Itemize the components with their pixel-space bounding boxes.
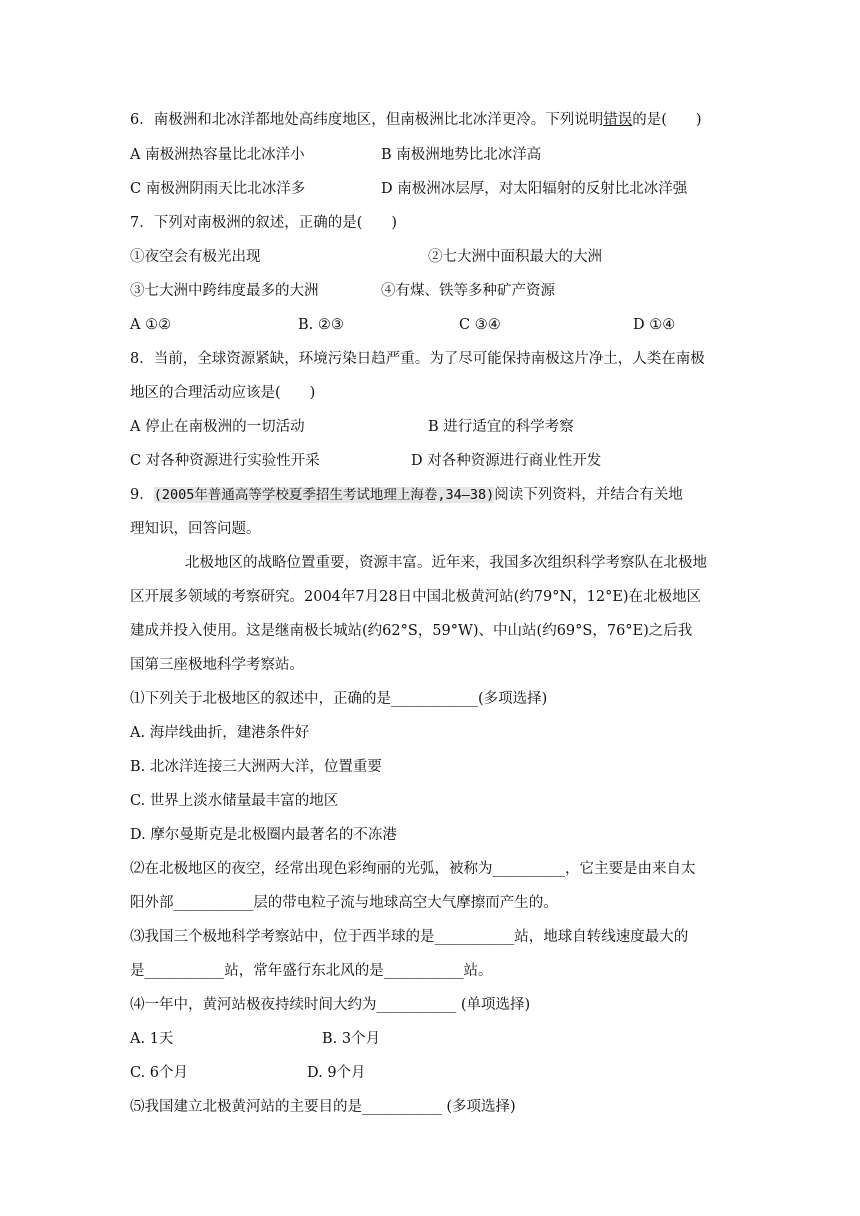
q9-stem-line1	[130, 485, 683, 505]
q9-part4-option-c: C. 6个月	[130, 1065, 189, 1081]
q8-stem-line2: 地区的合理活动应该是( )	[130, 385, 316, 401]
q6-option-a: A 南极洲热容量比北冰洋小	[130, 147, 305, 163]
q9-part3-line2: 是___________站，常年盛行东北风的是___________站。	[130, 963, 493, 979]
q9-part2-line1: ⑵在北极地区的夜空，经常出现色彩绚丽的光弧，被称为__________，它主要是由来自太	[130, 861, 696, 877]
q7-statement-2: ②七大洲中面积最大的大洲	[428, 249, 602, 265]
q7-stem: 7．下列对南极洲的叙述，正确的是( )	[130, 215, 398, 231]
q9-part4-option-b: B. 3个月	[322, 1031, 381, 1047]
q9-passage-line2: 区开展多领域的考察研究。2004年7月28日中国北极黄河站(约79°N，12°E)在北极地区	[130, 589, 702, 605]
q9-passage-line1: 北极地区的战略位置重要，资源丰富。近年来，我国多次组织科学考察队在北极地	[185, 555, 707, 571]
q6-option-d: D 南极洲冰层厚，对太阳辐射的反射比北冰洋强	[381, 181, 688, 197]
q9-stem-text: 阅读下列资料，并结合有关地	[494, 487, 683, 503]
q8-option-d: D 对各种资源进行商业性开发	[411, 453, 602, 469]
q8-option-a: A 停止在南极洲的一切活动	[130, 419, 305, 435]
q9-number: 9．	[130, 487, 154, 503]
q9-part1-stem: ⑴下列关于北极地区的叙述中，正确的是____________(多项选择)	[130, 691, 548, 707]
q9-source-citation: (2005年普通高等学校夏季招生考试地理上海卷,34—38)	[153, 487, 495, 503]
q7-statement-4: ④有煤、铁等多种矿产资源	[381, 283, 555, 299]
q7-option-d: D ①④	[633, 317, 676, 333]
q9-part4-option-a: A. 1天	[130, 1031, 174, 1047]
q9-passage-line4: 国第三座极地科学考察站。	[130, 657, 304, 673]
q8-option-b: B 进行适宜的科学考察	[428, 419, 574, 435]
q9-part4-stem: ⑷一年中，黄河站极夜持续时间大约为___________ (单项选择)	[130, 997, 531, 1013]
q9-part2-line2: 阳外部___________层的带电粒子流与地球高空大气摩擦而产生的。	[130, 895, 558, 911]
q7-option-c: C ③④	[459, 317, 501, 333]
q9-part1-option-c: C. 世界上淡水储量最丰富的地区	[130, 793, 339, 809]
q9-part4-option-d: D. 9个月	[307, 1065, 366, 1081]
q7-option-a: A ①②	[130, 317, 172, 333]
q9-stem-line2: 理知识，回答问题。	[130, 521, 261, 537]
q7-statement-1: ①夜空会有极光出现	[130, 249, 261, 265]
q9-passage-line3: 建成并投入使用。这是继南极长城站(约62°S，59°W)、中山站(约69°S，76°E)之后我	[130, 623, 693, 639]
q6-stem-underlined: 错误	[603, 112, 633, 128]
q9-part5-stem: ⑸我国建立北极黄河站的主要目的是___________ (多项选择)	[130, 1099, 516, 1115]
q7-option-b: B. ②③	[298, 317, 344, 333]
q9-part1-option-d: D. 摩尔曼斯克是北极圈内最著名的不冻港	[130, 827, 397, 843]
q6-stem-text: 6．南极洲和北冰洋都地处高纬度地区，但南极洲比北冰洋更冷。下列说明	[130, 112, 604, 128]
q6-stem	[130, 110, 702, 130]
q9-part1-option-b: B. 北冰洋连接三大洲两大洋，位置重要	[130, 759, 382, 775]
q9-part3-line1: ⑶我国三个极地科学考察站中，位于西半球的是___________站，地球自转线速度最大的	[130, 929, 689, 945]
q6-stem-tail: 的是( )	[632, 112, 702, 128]
q8-stem-line1: 8．当前，全球资源紧缺，环境污染日趋严重。为了尽可能保持南极这片净土，人类在南极	[130, 351, 705, 367]
q8-option-c: C 对各种资源进行实验性开采	[130, 453, 320, 469]
q9-part1-option-a: A. 海岸线曲折，建港条件好	[130, 725, 310, 741]
q6-option-b: B 南极洲地势比北冰洋高	[381, 147, 542, 163]
q6-option-c: C 南极洲阴雨天比北冰洋多	[130, 181, 306, 197]
q7-statement-3: ③七大洲中跨纬度最多的大洲	[130, 283, 319, 299]
